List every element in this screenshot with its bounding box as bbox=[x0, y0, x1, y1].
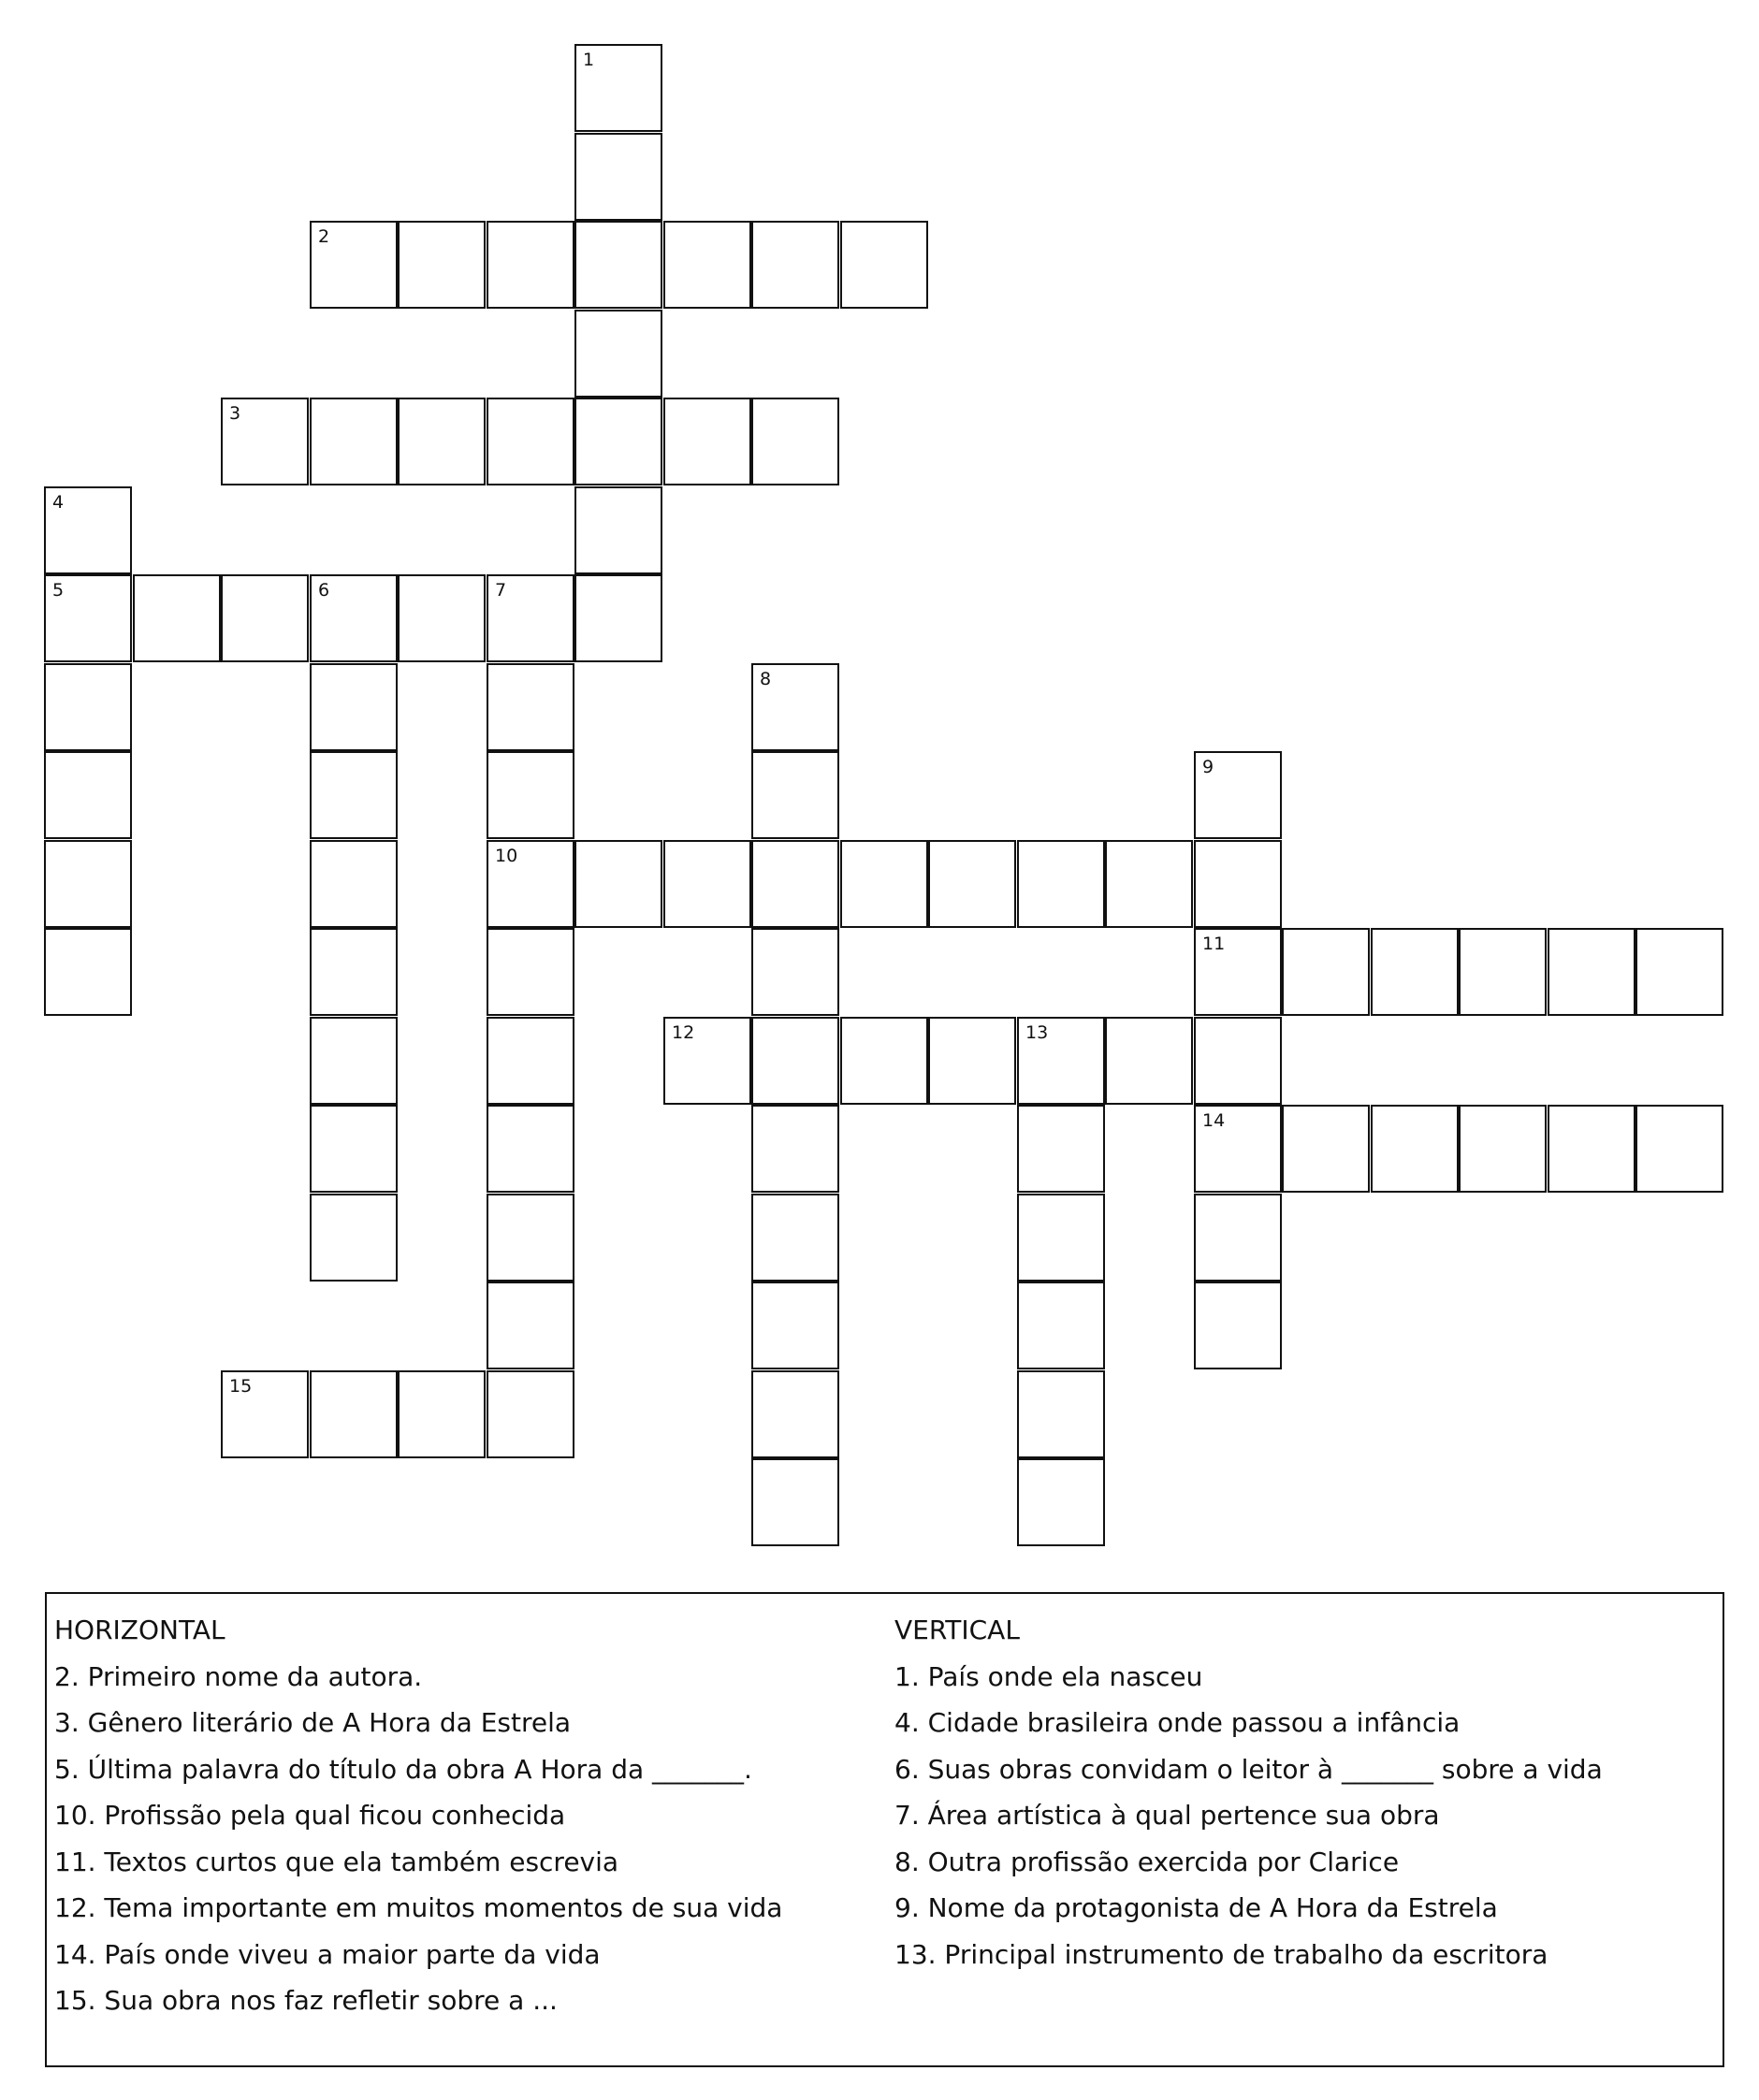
crossword-cell[interactable] bbox=[751, 221, 839, 309]
crossword-cell[interactable] bbox=[487, 1282, 574, 1369]
clue-down-6: 6. Suas obras convidam o leitor à _______ sobre a vida bbox=[894, 1753, 1603, 1785]
crossword-cell[interactable] bbox=[487, 1017, 574, 1105]
clue-across-14: 14. País onde viveu a maior parte da vida bbox=[54, 1938, 601, 1970]
crossword-cell[interactable] bbox=[751, 840, 839, 928]
crossword-cell[interactable] bbox=[1194, 928, 1282, 1016]
crossword-cell[interactable] bbox=[487, 574, 574, 662]
crossword-cell[interactable] bbox=[1459, 1105, 1547, 1193]
crossword-cell[interactable] bbox=[840, 840, 928, 928]
crossword-cell[interactable] bbox=[663, 398, 751, 485]
crossword-cell[interactable] bbox=[221, 398, 309, 485]
clue-number: 10 bbox=[495, 846, 518, 866]
crossword-cell[interactable] bbox=[310, 840, 398, 928]
crossword-cell[interactable] bbox=[1017, 1458, 1105, 1546]
crossword-cell[interactable] bbox=[310, 398, 398, 485]
crossword-cell[interactable] bbox=[44, 928, 132, 1016]
crossword-cell[interactable] bbox=[1017, 1370, 1105, 1458]
crossword-cell[interactable] bbox=[398, 398, 486, 485]
clue-across-3: 3. Gênero literário de A Hora da Estrela bbox=[54, 1707, 572, 1738]
crossword-cell[interactable] bbox=[310, 1017, 398, 1105]
crossword-cell[interactable] bbox=[928, 1017, 1016, 1105]
crossword-cell[interactable] bbox=[574, 398, 662, 485]
crossword-cell[interactable] bbox=[398, 1370, 486, 1458]
crossword-cell[interactable] bbox=[663, 221, 751, 309]
crossword-cell[interactable] bbox=[574, 221, 662, 309]
crossword-cell[interactable] bbox=[487, 221, 574, 309]
crossword-cell[interactable] bbox=[310, 1194, 398, 1282]
clue-across-12: 12. Tema importante em muitos momentos de sua vida bbox=[54, 1892, 783, 1923]
crossword-cell[interactable] bbox=[310, 663, 398, 751]
clue-number: 13 bbox=[1025, 1022, 1049, 1043]
crossword-cell[interactable] bbox=[928, 840, 1016, 928]
crossword-cell[interactable] bbox=[574, 486, 662, 574]
crossword-cell[interactable] bbox=[751, 1017, 839, 1105]
crossword-cell[interactable] bbox=[663, 840, 751, 928]
clue-number: 11 bbox=[1202, 934, 1226, 954]
crossword-cell[interactable] bbox=[1017, 1194, 1105, 1282]
clues-box bbox=[45, 1592, 1724, 2067]
crossword-cell[interactable] bbox=[1459, 928, 1547, 1016]
horizontal-clues bbox=[54, 1607, 782, 2024]
crossword-cell[interactable] bbox=[1194, 840, 1282, 928]
crossword-cell[interactable] bbox=[133, 574, 221, 662]
vertical-clues bbox=[894, 1607, 1603, 1977]
clue-number: 6 bbox=[318, 580, 330, 601]
clue-number: 8 bbox=[760, 669, 772, 689]
crossword-cell[interactable] bbox=[1282, 928, 1370, 1016]
clue-number: 7 bbox=[495, 580, 507, 601]
crossword-cell[interactable] bbox=[751, 1194, 839, 1282]
clue-down-7: 7. Área artística à qual pertence sua obra bbox=[894, 1800, 1440, 1831]
crossword-cell[interactable] bbox=[1194, 1194, 1282, 1282]
crossword-cell[interactable] bbox=[1017, 840, 1105, 928]
crossword-cell[interactable] bbox=[1194, 1105, 1282, 1193]
crossword-cell[interactable] bbox=[487, 928, 574, 1016]
crossword-cell[interactable] bbox=[310, 1370, 398, 1458]
crossword-cell[interactable] bbox=[487, 1194, 574, 1282]
crossword-cell[interactable] bbox=[487, 1105, 574, 1193]
crossword-cell[interactable] bbox=[44, 840, 132, 928]
crossword-cell[interactable] bbox=[1371, 1105, 1459, 1193]
crossword-cell[interactable] bbox=[221, 1370, 309, 1458]
crossword-cell[interactable] bbox=[310, 221, 398, 309]
crossword-cell[interactable] bbox=[310, 574, 398, 662]
crossword-cell[interactable] bbox=[574, 840, 662, 928]
clue-across-10: 10. Profissão pela qual ficou conhecida bbox=[54, 1800, 566, 1831]
crossword-cell[interactable] bbox=[751, 663, 839, 751]
crossword-cell[interactable] bbox=[751, 751, 839, 839]
clue-across-2: 2. Primeiro nome da autora. bbox=[54, 1660, 423, 1692]
clue-across-11: 11. Textos curtos que ela também escrevia bbox=[54, 1846, 619, 1877]
crossword-cell[interactable] bbox=[1282, 1105, 1370, 1193]
clue-across-5: 5. Última palavra do título da obra A Hora da _______. bbox=[54, 1753, 752, 1785]
crossword-cell[interactable] bbox=[751, 928, 839, 1016]
crossword-cell[interactable] bbox=[574, 44, 662, 132]
crossword-cell[interactable] bbox=[221, 574, 309, 662]
crossword-cell[interactable] bbox=[751, 398, 839, 485]
clue-down-9: 9. Nome da protagonista de A Hora da Estrela bbox=[894, 1892, 1498, 1923]
clue-across-15: 15. Sua obra nos faz refletir sobre a ... bbox=[54, 1985, 558, 2016]
clue-number: 1 bbox=[583, 50, 595, 70]
crossword-cell[interactable] bbox=[840, 221, 928, 309]
crossword-cell[interactable] bbox=[1194, 1282, 1282, 1369]
clue-number: 12 bbox=[672, 1022, 695, 1043]
crossword-cell[interactable] bbox=[1017, 1017, 1105, 1105]
crossword-cell[interactable] bbox=[310, 928, 398, 1016]
crossword-cell[interactable] bbox=[1635, 928, 1723, 1016]
crossword-cell[interactable] bbox=[1194, 1017, 1282, 1105]
crossword-cell[interactable] bbox=[398, 574, 486, 662]
crossword-cell[interactable] bbox=[751, 1282, 839, 1369]
clue-number: 5 bbox=[52, 580, 65, 601]
crossword-cell[interactable] bbox=[751, 1370, 839, 1458]
crossword-cell[interactable] bbox=[1194, 751, 1282, 839]
crossword-cell[interactable] bbox=[487, 1370, 574, 1458]
crossword-cell[interactable] bbox=[310, 751, 398, 839]
crossword-cell[interactable] bbox=[751, 1105, 839, 1193]
clue-number: 2 bbox=[318, 226, 330, 247]
crossword-cell[interactable] bbox=[751, 1458, 839, 1546]
clue-number: 9 bbox=[1202, 757, 1214, 777]
crossword-cell[interactable] bbox=[1548, 928, 1635, 1016]
crossword-cell[interactable] bbox=[1105, 840, 1193, 928]
crossword-cell[interactable] bbox=[310, 1105, 398, 1193]
crossword-cell[interactable] bbox=[574, 133, 662, 221]
crossword-cell[interactable] bbox=[1017, 1282, 1105, 1369]
crossword-cell[interactable] bbox=[44, 663, 132, 751]
crossword-cell[interactable] bbox=[1548, 1105, 1635, 1193]
clue-down-4: 4. Cidade brasileira onde passou a infância bbox=[894, 1707, 1461, 1738]
clue-number: 14 bbox=[1202, 1110, 1226, 1131]
clue-number: 15 bbox=[229, 1376, 253, 1397]
clue-down-8: 8. Outra profissão exercida por Clarice bbox=[894, 1846, 1400, 1877]
clue-number: 4 bbox=[52, 492, 65, 513]
crossword-cell[interactable] bbox=[574, 310, 662, 398]
crossword-cell[interactable] bbox=[44, 486, 132, 574]
crossword-cell[interactable] bbox=[44, 751, 132, 839]
vertical-heading: VERTICAL bbox=[894, 1615, 1020, 1645]
crossword-cell[interactable] bbox=[1105, 1017, 1193, 1105]
crossword-cell[interactable] bbox=[487, 398, 574, 485]
horizontal-heading: HORIZONTAL bbox=[54, 1615, 225, 1645]
crossword-cell[interactable] bbox=[1635, 1105, 1723, 1193]
crossword-cell[interactable] bbox=[44, 574, 132, 662]
crossword-cell[interactable] bbox=[398, 221, 486, 309]
clue-down-13: 13. Principal instrumento de trabalho da escritora bbox=[894, 1938, 1548, 1970]
crossword-cell[interactable] bbox=[1017, 1105, 1105, 1193]
crossword-cell[interactable] bbox=[487, 840, 574, 928]
crossword-cell[interactable] bbox=[487, 663, 574, 751]
crossword-cell[interactable] bbox=[574, 574, 662, 662]
crossword-cell[interactable] bbox=[840, 1017, 928, 1105]
clue-number: 3 bbox=[229, 403, 241, 424]
crossword-cell[interactable] bbox=[487, 751, 574, 839]
clue-down-1: 1. País onde ela nasceu bbox=[894, 1660, 1203, 1692]
crossword-cell[interactable] bbox=[663, 1017, 751, 1105]
crossword-cell[interactable] bbox=[1371, 928, 1459, 1016]
